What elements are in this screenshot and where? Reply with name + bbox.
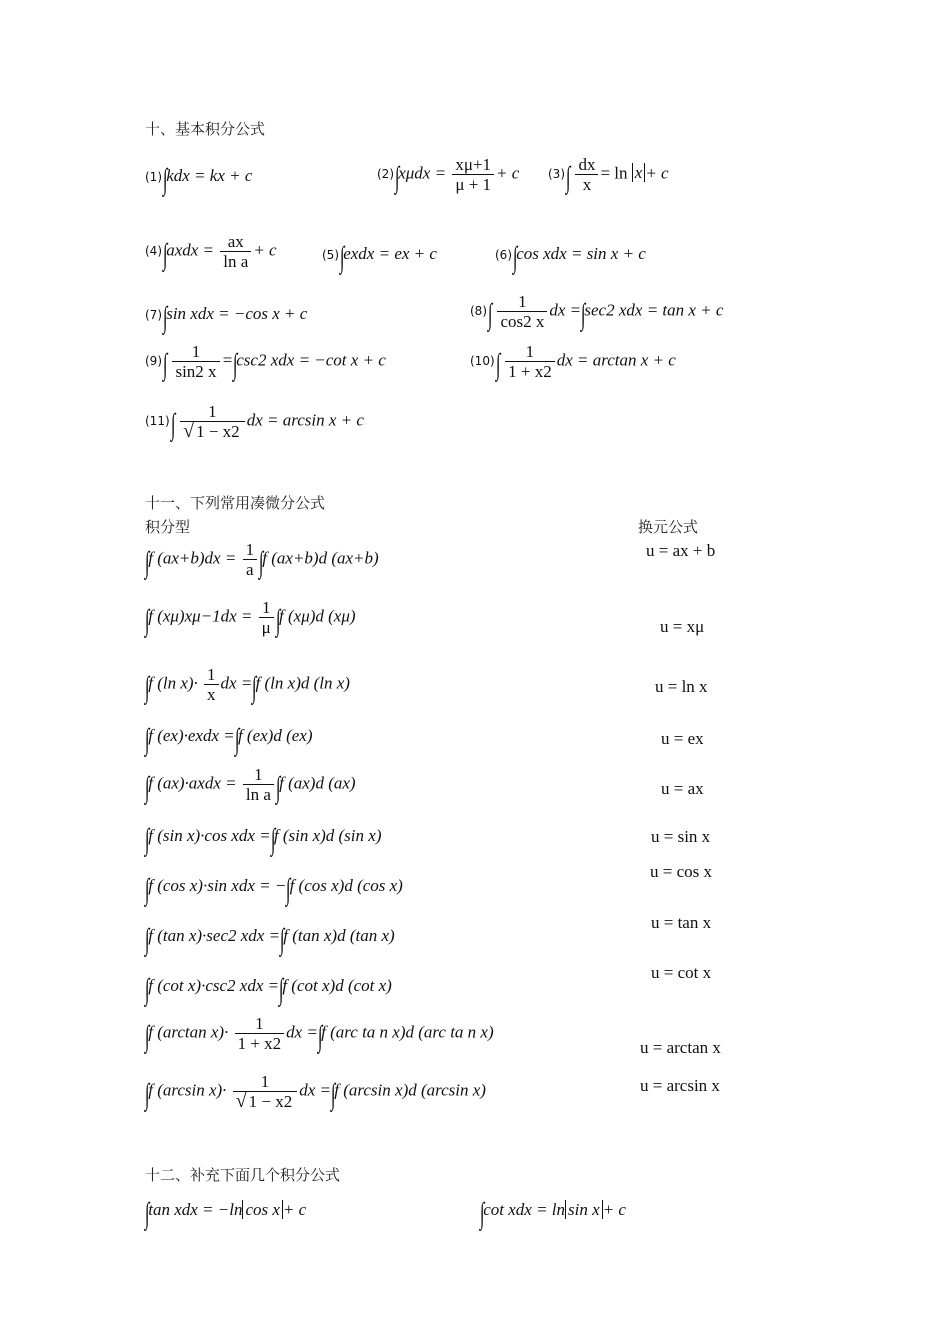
formula-9 xyxy=(145,342,386,381)
absolute-value: sin x xyxy=(565,1200,603,1219)
denominator: sin2 x xyxy=(172,361,219,381)
substitution-arctan-x: u = arctan x xyxy=(640,1038,721,1057)
row-rhs2: f (arcsin x)d (arcsin x) xyxy=(334,1080,486,1100)
fraction xyxy=(243,765,274,804)
formula-3 xyxy=(548,155,669,194)
absolute-value: cos x xyxy=(242,1200,282,1219)
numerator: 1 xyxy=(260,1072,270,1091)
integral-sign: ∫ xyxy=(252,670,257,704)
row-lhs: f (arctan x)· xyxy=(148,1022,229,1042)
integral-sign: ∫ xyxy=(162,301,168,334)
row-rhs2: f (ln x)d (ln x) xyxy=(255,673,350,693)
fraction xyxy=(180,402,245,441)
fraction xyxy=(243,540,258,579)
radicand: 1 − x2 xyxy=(196,422,240,441)
row-arctan-x xyxy=(145,1014,494,1053)
integral-sign: ∫ xyxy=(144,873,150,906)
row-rhs2: f (ax)d (ax) xyxy=(279,773,356,793)
substitution-x-mu: u = xμ xyxy=(660,617,705,636)
denominator: a xyxy=(243,559,258,579)
row-lhs: f (sin x)·cos xdx = xyxy=(148,825,271,845)
integral-sign: ∫ xyxy=(144,545,150,579)
denominator: cos2 x xyxy=(497,311,547,331)
row-cot-x xyxy=(144,972,392,1006)
integral-sign: ∫ xyxy=(162,163,168,196)
formula-number: (2) xyxy=(377,167,394,182)
denominator xyxy=(233,1091,298,1111)
row-lhs: f (cot x)·csc2 xdx = xyxy=(148,975,280,995)
numerator: 1 xyxy=(208,402,217,421)
section-11-heading: 十一、下列常用凑微分公式 xyxy=(145,494,326,512)
integral-sign: ∫ xyxy=(232,347,238,381)
substitution-e-x: u = ex xyxy=(661,729,704,748)
numerator: ax xyxy=(227,232,244,251)
denominator: 1 + x2 xyxy=(235,1033,285,1053)
formula-number: (9) xyxy=(145,354,162,369)
row-rhs2: f (arc ta n x)d (arc ta n x) xyxy=(321,1022,494,1042)
substitution-a-x: u = ax xyxy=(661,779,704,798)
row-rhs2: f (ex)d (ex) xyxy=(237,725,313,745)
radicand: 1 − x2 xyxy=(248,1092,293,1111)
formula-rhs: dx = arctan x + c xyxy=(556,350,676,370)
formula-lhs: xμdx = xyxy=(398,163,447,183)
row-cos-x xyxy=(144,872,403,906)
row-lhs: f (ln x)· xyxy=(148,673,198,693)
formula-lhs: cot xdx = ln xyxy=(483,1199,566,1219)
integral-sign: ∫ xyxy=(565,160,571,194)
integral-sign: ∫ xyxy=(339,241,345,274)
denominator: x xyxy=(575,174,598,194)
formula-text: sin xdx = −cos x + c xyxy=(166,303,308,323)
formula-tail: + c xyxy=(602,1199,626,1219)
denominator: μ xyxy=(259,617,274,637)
denominator xyxy=(180,421,245,441)
integral-sign: ∫ xyxy=(144,1019,150,1053)
integral-sign: ∫ xyxy=(170,407,176,441)
integral-sign: ∫ xyxy=(317,1019,323,1053)
formula-tail: + c xyxy=(282,1199,307,1219)
fraction xyxy=(497,292,547,331)
integral-sign: ∫ xyxy=(279,923,285,956)
column-header-substitution: 换元公式 xyxy=(638,518,699,536)
section-10-heading: 十、基本积分公式 xyxy=(145,120,266,138)
integral-sign: ∫ xyxy=(479,1197,485,1230)
formula-number: (11) xyxy=(145,414,170,429)
formula-number: (1) xyxy=(145,169,162,184)
row-rhs2: f (tan x)d (tan x) xyxy=(283,925,395,945)
integral-sign: ∫ xyxy=(144,923,150,956)
denominator: ln a xyxy=(243,784,274,804)
row-lhs: f (ex)·exdx = xyxy=(148,725,235,745)
formula-5 xyxy=(322,240,437,274)
row-rhs: f (ax+b)d (ax+b) xyxy=(262,548,379,568)
formula-number: (10) xyxy=(470,354,495,369)
integral-sign: ∫ xyxy=(278,973,284,1006)
formula-number: (7) xyxy=(145,307,162,322)
substitution-ln-x: u = ln x xyxy=(655,677,708,696)
substitution-ax-plus-b: u = ax + b xyxy=(646,541,716,560)
sqrt-sign: √ xyxy=(183,420,195,442)
formula-lhs: tan xdx = −ln xyxy=(148,1199,243,1219)
integral-sign: ∫ xyxy=(270,823,275,856)
integral-sign: ∫ xyxy=(275,603,281,637)
integral-sign: ∫ xyxy=(394,160,400,194)
denominator: μ + 1 xyxy=(452,174,494,194)
row-rhs2: f (cos x)d (cos x) xyxy=(289,875,403,895)
numerator: 1 xyxy=(255,1014,264,1033)
row-tan-x xyxy=(144,922,395,956)
numerator: 1 xyxy=(207,665,216,684)
sqrt-sign: √ xyxy=(235,1090,247,1112)
fraction xyxy=(235,1014,285,1053)
integral-sign: ∫ xyxy=(286,873,291,906)
numerator: dx xyxy=(578,155,596,174)
integral-sign: ∫ xyxy=(487,297,493,331)
formula-text: exdx = ex + c xyxy=(343,243,437,263)
row-rhs: dx = xyxy=(220,673,253,693)
formula-cot-integral xyxy=(479,1196,626,1230)
row-rhs2: f (sin x)d (sin x) xyxy=(273,825,382,845)
row-lhs: f (cos x)·sin xdx = − xyxy=(148,875,287,895)
row-lhs: f (tan x)·sec2 xdx = xyxy=(148,925,281,945)
integral-sign: ∫ xyxy=(144,603,150,637)
integral-sign: ∫ xyxy=(144,770,150,804)
formula-number: (4) xyxy=(145,244,162,259)
integral-sign: ∫ xyxy=(162,237,168,271)
fraction xyxy=(452,155,494,194)
integral-sign: ∫ xyxy=(144,823,150,856)
substitution-tan-x: u = tan x xyxy=(651,913,712,932)
fraction xyxy=(172,342,219,381)
substitution-sin-x: u = sin x xyxy=(651,827,711,846)
integral-sign: ∫ xyxy=(144,723,150,756)
formula-rhs: dx = xyxy=(549,300,582,320)
integral-sign: ∫ xyxy=(275,770,281,804)
denominator: 1 + x2 xyxy=(505,361,555,381)
numerator: 1 xyxy=(191,342,201,361)
integral-sign: ∫ xyxy=(162,347,168,381)
substitution-arcsin-x: u = arcsin x xyxy=(640,1076,720,1095)
row-rhs: dx = xyxy=(299,1080,332,1100)
row-lhs: f (ax+b)dx = xyxy=(148,548,237,568)
row-lhs: f (arcsin x)· xyxy=(148,1080,227,1100)
formula-text: kdx = kx + c xyxy=(166,165,253,185)
integral-sign: ∫ xyxy=(330,1077,336,1111)
column-header-integral-type: 积分型 xyxy=(145,518,191,536)
formula-rhs2: csc2 xdx = −cot x + c xyxy=(236,350,386,370)
integral-sign: ∫ xyxy=(581,297,586,331)
formula-number: (3) xyxy=(548,167,565,182)
formula-rhs: + c xyxy=(253,240,277,260)
fraction xyxy=(233,1072,298,1111)
formula-rhs2: sec2 xdx = tan x + c xyxy=(584,300,724,320)
formula-1 xyxy=(145,162,253,196)
formula-7 xyxy=(145,300,308,334)
row-sin-x xyxy=(144,822,382,856)
row-rhs2: f (cot x)d (cot x) xyxy=(282,975,392,995)
formula-rhs: + c xyxy=(496,163,520,183)
formula-11 xyxy=(145,402,364,441)
formula-2 xyxy=(377,155,519,194)
substitution-cos-x: u = cos x xyxy=(650,862,712,881)
fraction xyxy=(204,665,219,704)
row-lhs: f (xμ)xμ−1dx = xyxy=(148,606,253,626)
formula-number: (8) xyxy=(470,304,487,319)
formula-4 xyxy=(145,232,277,271)
integral-sign: ∫ xyxy=(144,670,150,704)
row-ln-x xyxy=(145,665,350,704)
numerator: 1 xyxy=(261,598,271,617)
formula-tan-integral xyxy=(144,1196,307,1230)
row-a-x xyxy=(145,765,356,804)
denominator: ln a xyxy=(220,251,251,271)
formula-8 xyxy=(470,292,723,331)
formula-number: (5) xyxy=(322,247,339,262)
integral-sign: ∫ xyxy=(144,973,150,1006)
row-ax-plus-b xyxy=(145,540,379,579)
integral-sign: ∫ xyxy=(512,241,518,274)
numerator: 1 xyxy=(254,765,263,784)
numerator: 1 xyxy=(518,292,527,311)
numerator: 1 xyxy=(245,540,255,559)
formula-6 xyxy=(495,240,646,274)
formula-tail: + c xyxy=(645,163,669,183)
integral-sign: ∫ xyxy=(144,1197,150,1230)
row-rhs: f (xμ)d (xμ) xyxy=(279,606,356,626)
denominator: x xyxy=(204,684,219,704)
fraction xyxy=(259,598,274,637)
formula-number: (6) xyxy=(495,247,512,262)
integral-sign: ∫ xyxy=(258,545,264,579)
integral-sign: ∫ xyxy=(234,723,240,756)
fraction xyxy=(220,232,251,271)
absolute-value: x xyxy=(632,163,646,182)
formula-rhs: dx = arcsin x + c xyxy=(246,410,364,430)
formula-rhs: = ln xyxy=(600,163,628,183)
substitution-cot-x: u = cot x xyxy=(651,963,712,982)
row-e-x xyxy=(144,722,313,756)
formula-rhs: = xyxy=(221,350,234,370)
row-lhs: f (ax)·axdx = xyxy=(148,773,237,793)
formula-10 xyxy=(470,342,676,381)
row-x-mu xyxy=(145,598,356,637)
fraction xyxy=(575,155,598,194)
integral-sign: ∫ xyxy=(144,1077,150,1111)
section-12-heading: 十二、补充下面几个积分公式 xyxy=(145,1166,341,1184)
row-rhs: dx = xyxy=(286,1022,318,1042)
row-arcsin-x xyxy=(145,1072,486,1111)
formula-text: cos xdx = sin x + c xyxy=(516,243,646,263)
fraction xyxy=(505,342,555,381)
numerator: 1 xyxy=(525,342,535,361)
formula-lhs: axdx = xyxy=(166,240,215,260)
integral-sign: ∫ xyxy=(495,347,501,381)
numerator: xμ+1 xyxy=(455,155,492,174)
